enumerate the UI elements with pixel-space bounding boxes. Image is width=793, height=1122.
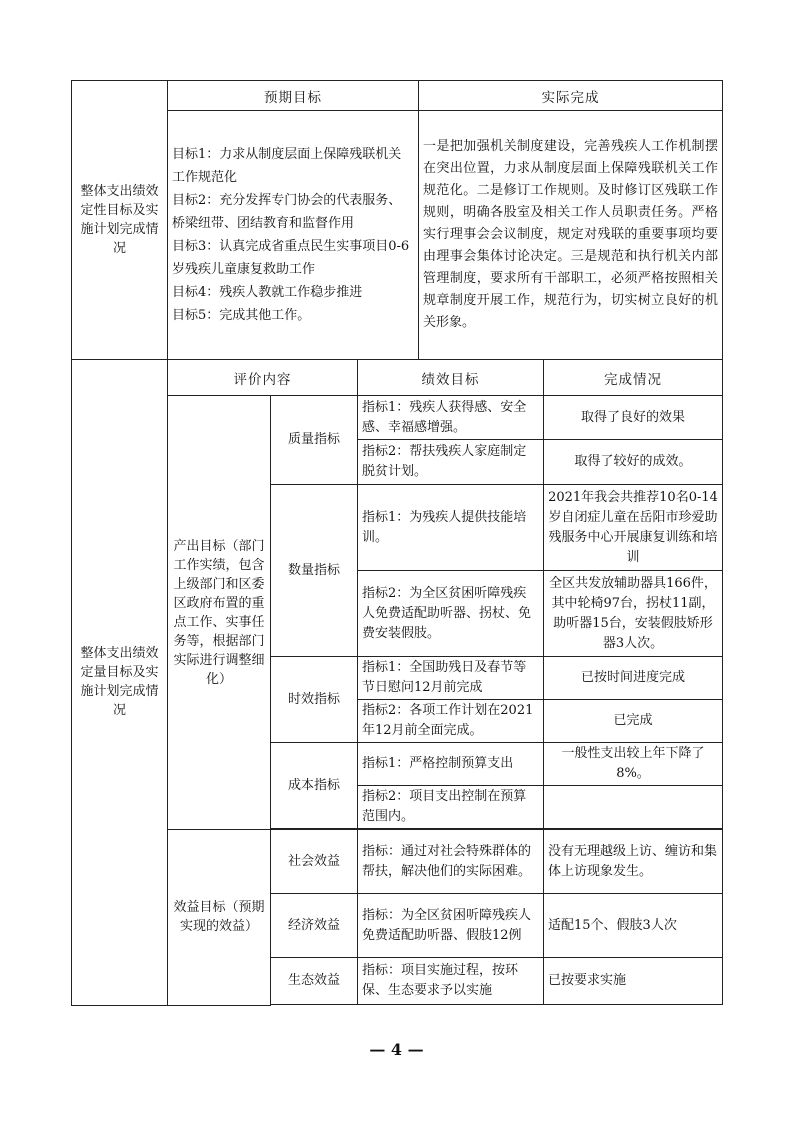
target-cell: 指标1：严格控制预算支出 [358,743,544,786]
status-cell: 一般性支出较上年下降了8%。 [544,743,723,786]
status-cell [544,786,723,829]
status-cell: 已按要求实施 [544,958,723,1005]
effect-goal-label: 效益目标（预期实现的效益） [168,830,271,1006]
performance-target-header: 绩效目标 [358,360,544,396]
target-cell: 指标2：为全区贫困听障残疾人免费适配助听器、拐杖、免费安装假肢。 [358,571,544,657]
ecological-benefit-label: 生态效益 [271,958,358,1005]
quantitative-table [71,359,723,1006]
goal-item: 目标1：力求从制度层面上保障残联机关工作规范化 [172,147,402,185]
target-cell: 指标：通过对社会特殊群体的帮扶，解决他们的实际困难。 [358,830,544,894]
quantitative-row-label: 整体支出绩效定量目标及实施计划完成情况 [72,360,168,1006]
quality-indicator-label: 质量指标 [271,396,358,485]
qualitative-table [71,80,723,360]
status-cell: 已完成 [544,700,723,743]
goal-item: 目标2：充分发挥专门协会的代表服务、桥梁纽带、团结教育和监督作用 [172,193,402,231]
page-number: — 4 — [369,1040,424,1059]
expected-goals-header: 预期目标 [168,81,419,111]
status-cell: 已按时间进度完成 [544,657,723,700]
status-cell: 取得了良好的效果 [544,396,723,440]
evaluation-content-header: 评价内容 [168,360,358,396]
goal-item: 目标3：认真完成省重点民生实事项目0-6岁残疾儿童康复救助工作 [172,239,410,277]
actual-completion-header: 实际完成 [419,81,723,111]
output-goal-label: 产出目标（部门工作实绩，包含上级部门和区委区政府布置的重点工作、实事任务等，根据部门实际进行调整细化） [168,396,271,830]
status-cell: 取得了较好的成效。 [544,440,723,485]
actual-completion-text: 一是把加强机关制度建设，完善残疾人工作机制摆在突出位置，力求从制度层面上保障残联机关工作规范化。二是修订工作规则。及时修订区残联工作规则，明确各股室及相关工作人员职责任务。严格实行理事会会议制度，规定对残联的重要事项均要由理事会集体讨论决定。三是规范和执行机关内部管理制度，要求所有干部职工，必须严格按照相关规章制度开展工作，规范行为，切实树立良好的机关形象。 [419,111,723,360]
goal-item: 目标4：残疾人教就工作稳步推进 [172,285,363,300]
target-cell: 指标：项目实施过程，按环保、生态要求予以实施 [358,958,544,1005]
target-cell: 指标1：残疾人获得感、安全感、幸福感增强。 [358,396,544,440]
social-benefit-label: 社会效益 [271,830,358,894]
target-cell: 指标：为全区贫困听障残疾人免费适配助听器、假肢12例 [358,894,544,958]
economic-benefit-label: 经济效益 [271,894,358,958]
status-cell: 2021年我会共推荐10名0-14岁自闭症儿童在岳阳市珍爱助残服务中心开展康复训练和培训 [544,485,723,571]
cost-indicator-label: 成本指标 [271,743,358,829]
quantity-indicator-label: 数量指标 [271,485,358,657]
status-cell: 全区共发放辅助器具166件，其中轮椅97台，拐杖11副，助听器15台，安装假肢矫形器3人次。 [544,571,723,657]
target-cell: 指标2：各项工作计划在2021年12月前全面完成。 [358,700,544,743]
timeliness-indicator-label: 时效指标 [271,657,358,743]
target-cell: 指标2：帮扶残疾人家庭制定脱贫计划。 [358,440,544,485]
expected-goals-list [168,111,419,360]
completion-status-header: 完成情况 [544,360,723,396]
target-cell: 指标2：项目支出控制在预算范围内。 [358,786,544,829]
goal-item: 目标5：完成其他工作。 [172,308,311,323]
target-cell: 指标1：全国助残日及春节等节日慰问12月前完成 [358,657,544,700]
status-cell: 适配15个、假肢3人次 [544,894,723,958]
target-cell: 指标1：为残疾人提供技能培训。 [358,485,544,571]
status-cell: 没有无理越级上访、缠访和集体上访现象发生。 [544,830,723,894]
qualitative-row-label: 整体支出绩效定性目标及实施计划完成情况 [72,81,168,360]
